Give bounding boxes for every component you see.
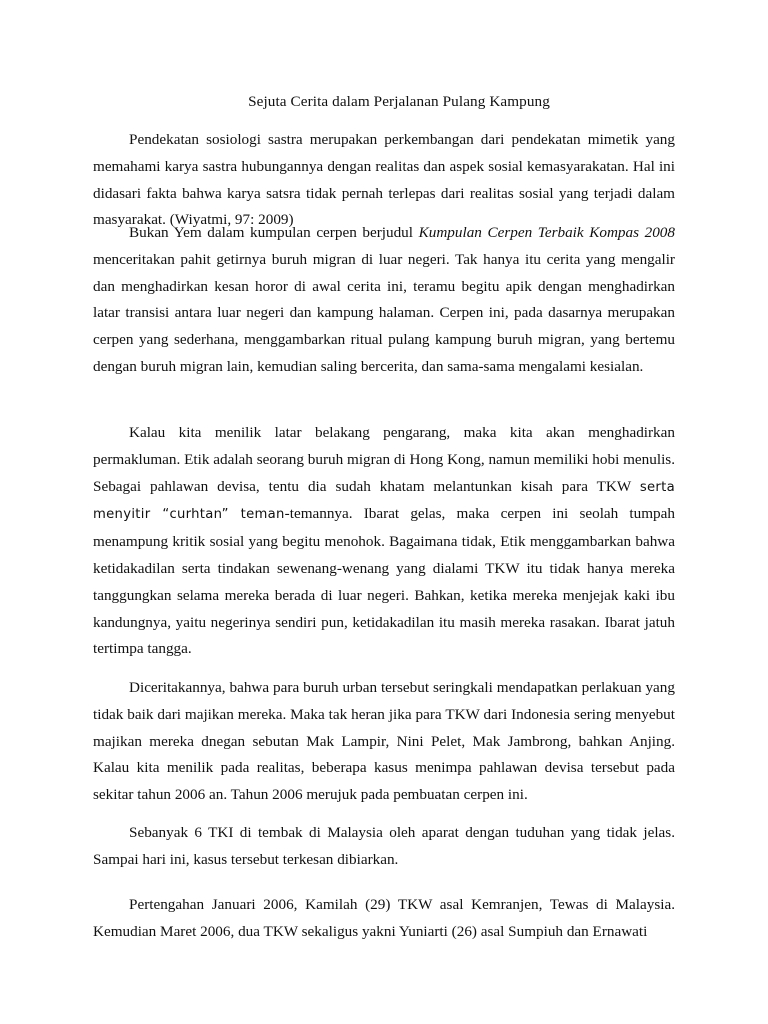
paragraph-1: Pendekatan sosiologi sastra merupakan perkembangan dari pendekatan mimetik yang memahami karya sastra hubungannya dengan realitas dan aspek sosial kemasyarakatan. Hal ini didasari fakta bahwa karya satsra tidak pernah terlepas dari realitas sosial yang terjadi dalam masyarakat. (Wiyatmi, 97: 2009): [93, 131, 675, 229]
paragraph-5: Sebanyak 6 TKI di tembak di Malaysia oleh aparat dengan tuduhan yang tidak jelas. Sampai hari ini, kasus tersebut terkesan dibiarkan.: [93, 824, 675, 868]
paragraph-3-text-start: Kalau kita menilik latar belakang pengarang, maka kita akan menghadirkan permakluman. Etik adalah seorang buruh migran di Hong Kong, namun memiliki hobi menulis. Sebagai pahlawan devisa, tentu dia sudah khatam melantunkan kisah para TKW: [93, 424, 675, 495]
book-title-italic: Kumpulan Cerpen Terbaik Kompas 2008: [418, 224, 675, 241]
paragraph-2-text-end: menceritakan pahit getirnya buruh migran di luar negeri. Tak hanya itu cerita yang mengalir dan menghadirkan kesan horor di awal cerita ini, teramu begitu apik dengan menghadirkan latar transisi antara luar negeri dan kampung halaman. Cerpen ini, pada dasarnya merupakan cerpen yang sederhana, menggambarkan ritual pulang kampung buruh migran, yang bertemu dengan buruh migran lain, kemudian saling bercerita, dan sama-sama mengalami kesialan.: [93, 250, 675, 375]
paragraph-6: Pertengahan Januari 2006, Kamilah (29) TKW asal Kemranjen, Tewas di Malaysia. Kemudian Maret 2006, dua TKW sekaligus yakni Yuniarti (26) asal Sumpiuh dan Ernawati: [93, 896, 675, 940]
document-title: Sejuta Cerita dalam Perjalanan Pulang Kampung: [248, 93, 550, 110]
paragraph-3-sans-fragment: serta menyitir “curhtan” teman: [93, 479, 675, 523]
paragraph-3: [93, 420, 675, 663]
paragraph-2-text-start: Bukan Yem dalam kumpulan cerpen berjudul: [129, 224, 419, 241]
paragraph-2: [93, 220, 675, 381]
paragraph-3-text-end: -temannya. Ibarat gelas, maka cerpen ini seolah tumpah menampung kritik sosial yang begitu menohok. Bagaimana tidak, Etik menggambarkan bahwa ketidakadilan serta tindakan sewenang-wenang yang dialami TKW itu tidak hanya mereka tanggungkan selama mereka berada di luar negeri. Bahkan, ketika mereka menjejak kaki ibu kandungnya, yaitu negerinya sendiri pun, ketidakadilan itu masih mereka rasakan. Ibarat jatuh tertimpa tangga.: [93, 505, 675, 658]
paragraph-4: Diceritakannya, bahwa para buruh urban tersebut seringkali mendapatkan perlakuan yang tidak baik dari majikan mereka. Maka tak heran jika para TKW dari Indonesia sering menyebut majikan mereka dnegan sebutan Mak Lampir, Nini Pelet, Mak Jambrong, bahkan Anjing. Kalau kita menilik pada realitas, beberapa kasus menimpa pahlawan devisa tersebut pada sekitar tahun 2006 an. Tahun 2006 merujuk pada pembuatan cerpen ini.: [93, 679, 675, 804]
